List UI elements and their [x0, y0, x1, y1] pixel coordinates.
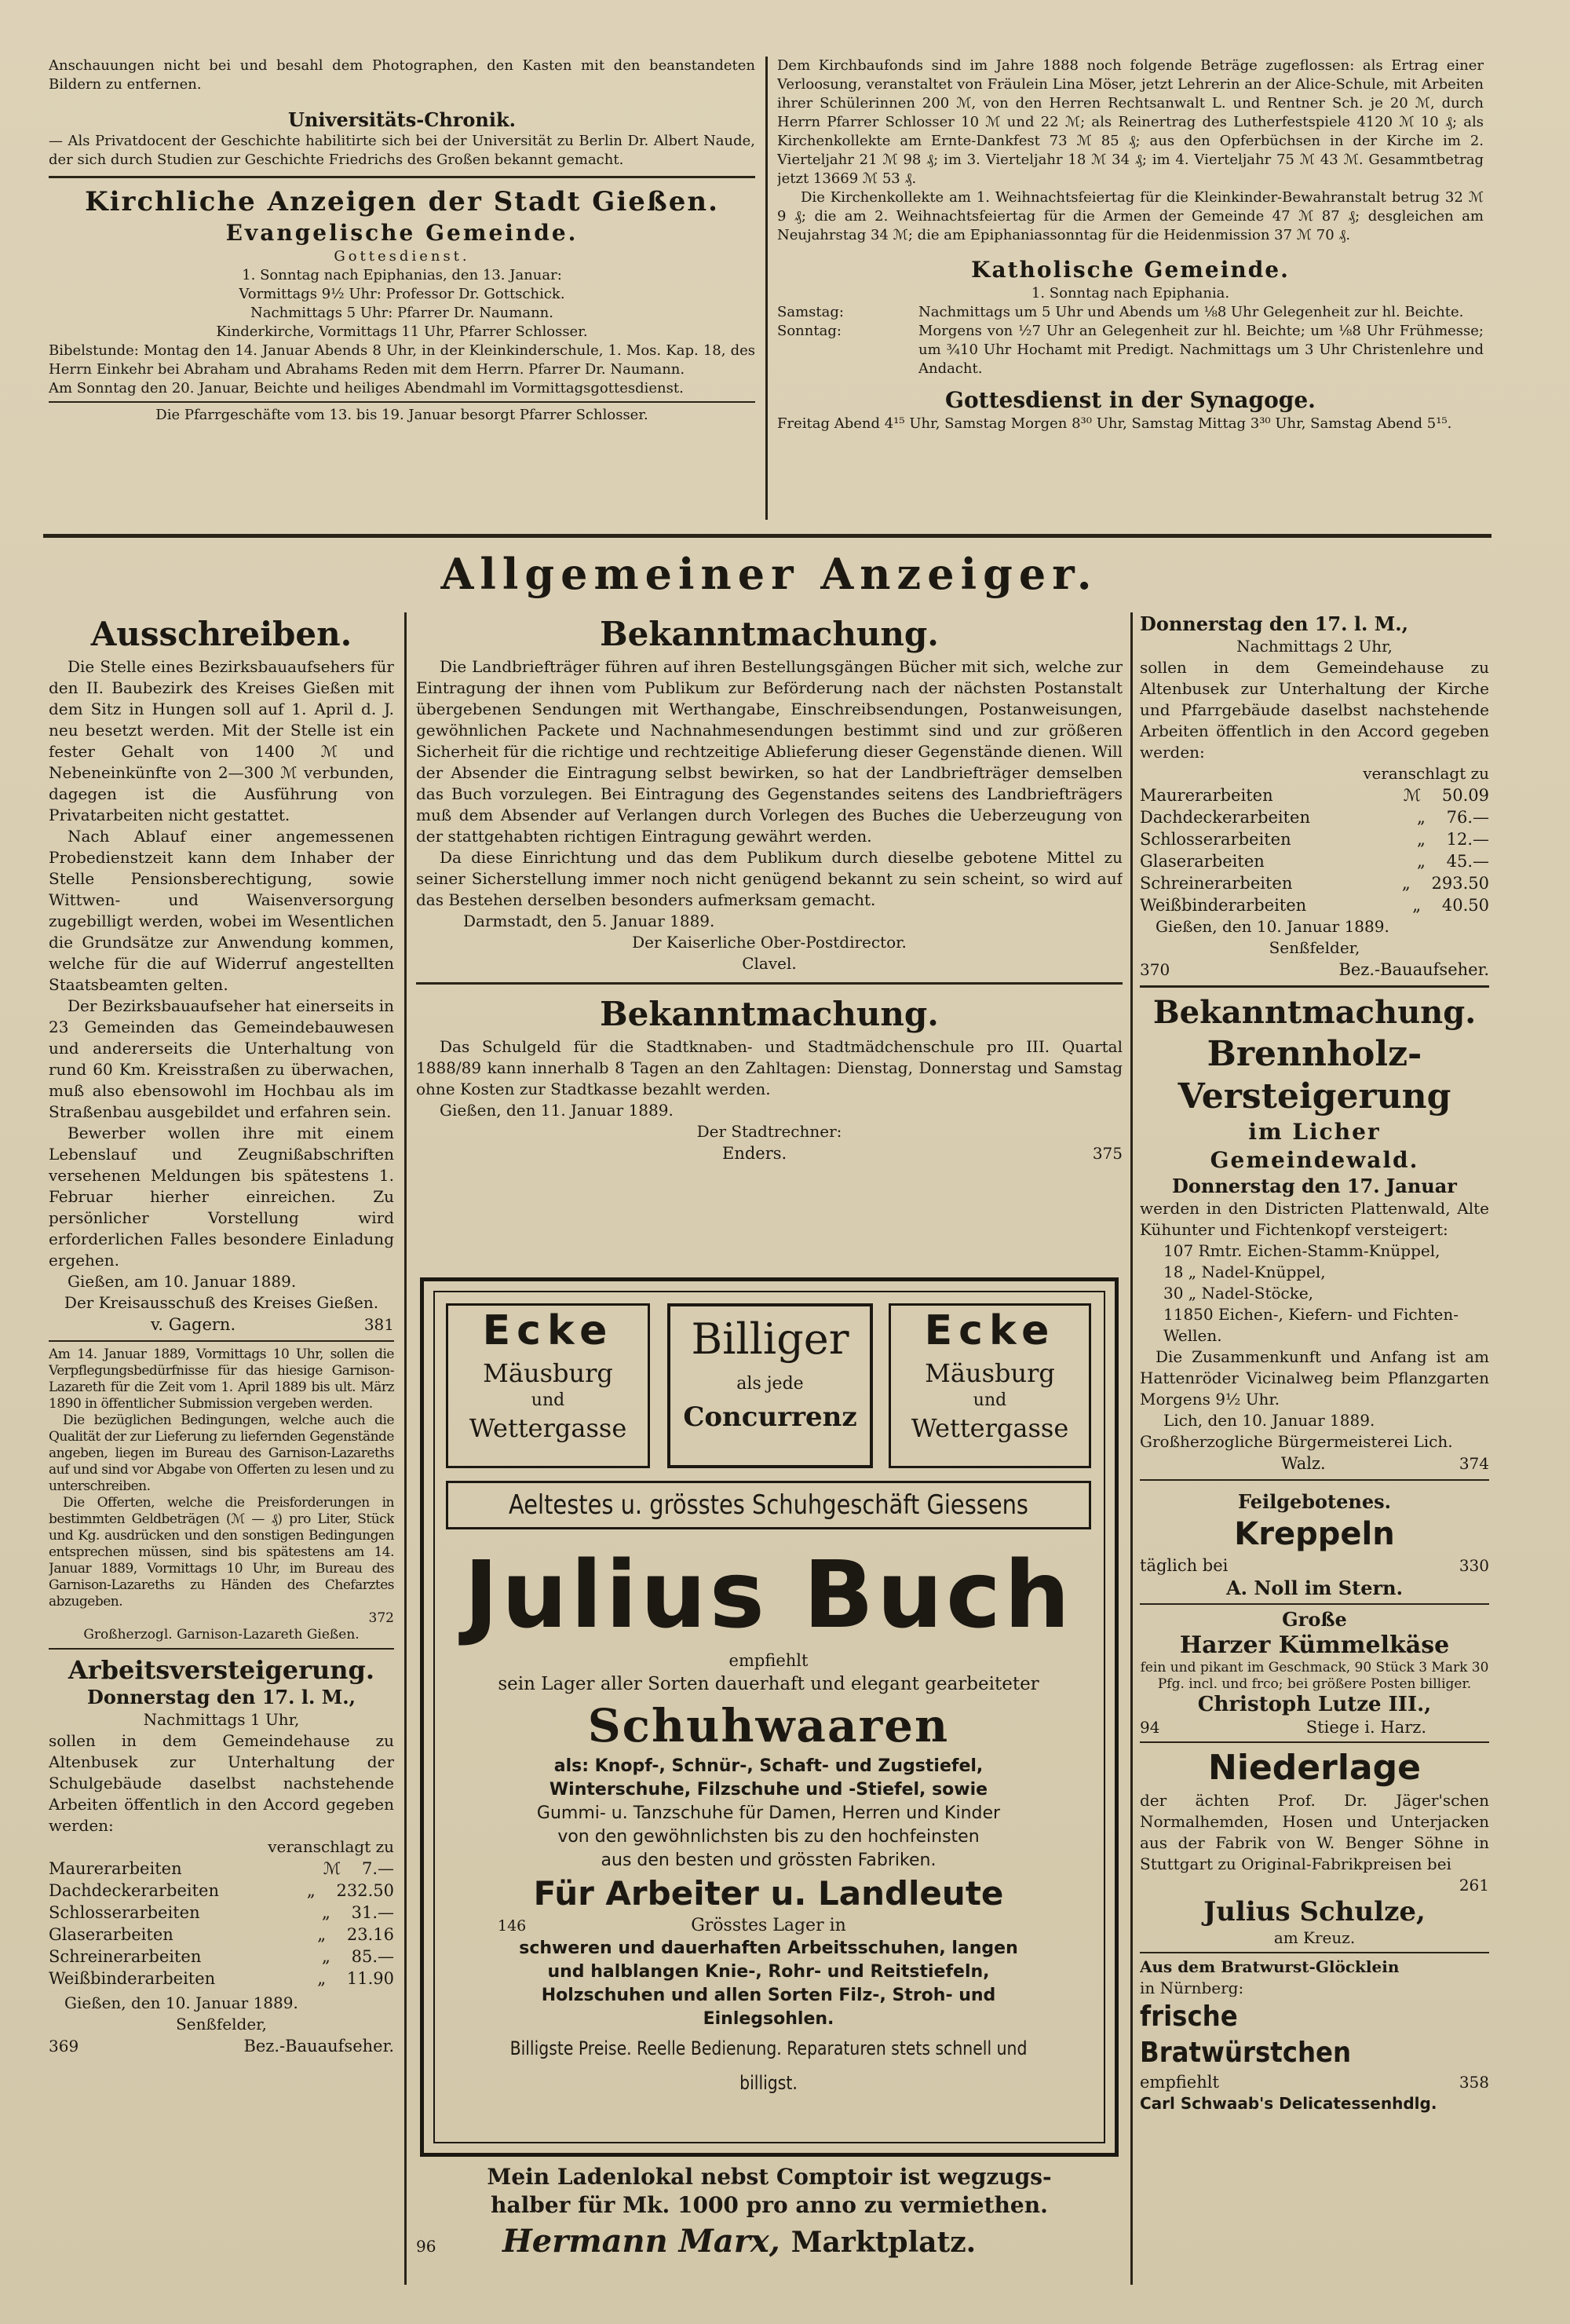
synagogue-text: Freitag Abend 4¹⁵ Uhr, Samstag Morgen 8³⁰ Uhr, Samstag Mittag 3³⁰ Uhr, Samstag Abend 5¹⁵. [777, 415, 1452, 432]
marx-number: 96 [416, 2237, 436, 2256]
cheaper-word: Billiger [691, 1314, 849, 1364]
thursday-number: 370 [1140, 960, 1170, 979]
types-line-3: Gummi- u. Tanzschuhe für Damen, Herren und Kinder [536, 1803, 1001, 1823]
cheese-text: fein und pikant im Geschmack, 90 Stück 3 Mark 30 Pfg. incl. und frco; bei größere Posten billiger. [1140, 1660, 1489, 1692]
thursday-time: Nachmittags 2 Uhr, [1236, 637, 1393, 656]
competition-word: Concurrenz [683, 1401, 857, 1433]
children-church: Kinderkirche, Vormittags 11 Uhr, Pfarrer Schlosser. [216, 323, 588, 340]
firewood-date: Donnerstag den 17. Januar [1172, 1175, 1457, 1197]
university-chronicle-title: Universitäts-Chronik. [288, 108, 516, 131]
types-line-5: aus den besten und grössten Fabriken. [601, 1851, 937, 1870]
cheese-place: Stiege i. Harz. [1305, 1718, 1426, 1737]
section-divider [43, 534, 1492, 538]
list-item: Weißbinderarbeiten „ 40.50 [1140, 896, 1489, 915]
oldest-store-text: Aeltestes u. grösstes Schuhgeschäft Giessens [509, 1489, 1028, 1521]
tender-name: v. Gagern. [151, 1315, 236, 1334]
kreppeln-number: 330 [1459, 1556, 1489, 1575]
work-auction-title: Arbeitsversteigerung. [68, 1655, 375, 1685]
list-item: Maurerarbeiten ℳ 50.09 [1140, 786, 1489, 805]
list-item: Maurerarbeiten ℳ 7.— [49, 1859, 394, 1878]
catholic-title: Katholische Gemeinde. [971, 257, 1290, 283]
masthead-title: Allgemeiner Anzeiger. [440, 549, 1098, 599]
cheese-title-1: Große [1282, 1608, 1347, 1631]
thursday-footer [1140, 959, 1489, 981]
divider [416, 982, 1123, 985]
sausage-title: frische Bratwürstchen [1140, 2001, 1352, 2069]
cheese-title-2: Harzer Kümmelkäse [1179, 1632, 1450, 1659]
tender-date: Gießen, am 10. Januar 1889. [68, 1272, 297, 1291]
firewood-number: 374 [1459, 1454, 1489, 1473]
thursday-list [1140, 784, 1489, 916]
firewood-announcement: Bekanntmachung. [1152, 994, 1477, 1031]
masthead-block [47, 546, 1492, 608]
marx-line-1: Mein Ladenlokal nebst Comptoir ist wegzugs- [487, 2164, 1052, 2190]
depot-number: 261 [1459, 1876, 1489, 1895]
than-any: als jede [736, 1374, 804, 1394]
corner-word: Ecke [924, 1307, 1056, 1354]
bible-hour: Bibelstunde: Montag den 14. Januar Abends 8 Uhr, in der Kleinkinderschule, 1. Mos. Kap. 18, des Herrn Einkehr bei Abraham und Abrahams Reden mit dem Herrn. Pfarrer Dr. Naumann. [49, 342, 755, 378]
types-line-1: als: Knopf-, Schnür-, Schaft- und Zugstiefel, [553, 1756, 984, 1776]
advert-inner-frame [433, 1291, 1105, 2143]
sausage-line-2: in Nürnberg: [1140, 1979, 1244, 1997]
stock-line-1: schweren und dauerhaften Arbeitsschuhen, langen [519, 1938, 1018, 1958]
work-auction-name: Senßfelder, [176, 2015, 267, 2034]
announcement-1-title: Bekanntmachung. [600, 615, 939, 653]
largest-stock: Grösstes Lager in [691, 1916, 846, 1935]
oldest-store-box [446, 1481, 1091, 1529]
tender-name-row [49, 1314, 394, 1336]
cheese-footer [1140, 1716, 1489, 1738]
work-auction-role: Bez.-Bauaufseher. [243, 2037, 394, 2055]
tender-title: Ausschreiben. [90, 615, 352, 653]
list-item: Schreinerarbeiten „ 85.— [49, 1947, 394, 1966]
sausage-line-1: Aus dem Bratwurst-Glöcklein [1140, 1957, 1400, 1976]
shoe-store-advert [420, 1277, 1119, 2157]
corner-word: Ecke [482, 1307, 614, 1354]
garrison-text-1: Am 14. Januar 1889, Vormittags 10 Uhr, sollen die Verpflegungsbedürfnisse für das hiesige Garnison-Lazareth für die Zeit vom 1. April 1889 bis ult. März 1890 in öffentlicher Submission vergeben werden. [49, 1347, 394, 1412]
workers-heading: Für Arbeiter u. Landleute [533, 1874, 1004, 1913]
thursday-role: Bez.-Bauaufseher. [1338, 960, 1489, 979]
firewood-footer [1140, 1452, 1489, 1474]
announcement-1-text: Die Landbriefträger führen auf ihren Bestellungsgängen Bücher mit sich, welche zur Eintragung der ihnen vom Publikum zur Beförderung nach der nächsten Postanstalt übergebenen Sendungen mit Werthangabe, Einschreibsendungen, Postanweisungen, gewöhnlichen Packete und Nachnahmesendungen bestimmt sind und zur größeren Sicherheit für die richtige und rechtzeitige Ablieferung dieser Gegenstände dienen. Will der Absender die Eintragung selbst bewirken, so hat der Landbriefträger demselben das Buch vorzulegen. Bei Eintragung des Gegenstandes seitens des Landbriefträgers muß dem Absender auf Verlangen durch Vorlegen des Buches die Ueberzeugung von der stattgehabten richtigen Eintragung gewährt werden. [416, 657, 1123, 846]
saturday-label: Samstag: [777, 304, 844, 320]
announcement-2-number: 375 [1092, 1144, 1123, 1163]
firewood-place: Lich, den 10. Januar 1889. [1163, 1411, 1375, 1430]
cheese-number: 94 [1140, 1718, 1160, 1737]
work-auction-number: 369 [49, 2037, 79, 2055]
street-1: Mäusburg [925, 1358, 1055, 1388]
shoes-heading: Schuhwaaren [587, 1699, 950, 1752]
stock-line-2: und halblangen Knie-, Rohr- und Reitstiefeln, [547, 1962, 990, 1982]
firewood-list [1140, 1241, 1489, 1347]
announcement-2-title: Bekanntmachung. [600, 995, 939, 1033]
depot-title: Niederlage [1208, 1748, 1421, 1788]
work-auction-date: Donnerstag den 17. l. M., [87, 1686, 356, 1708]
street-1: Mäusburg [483, 1358, 613, 1388]
kreppeln-title: Kreppeln [1234, 1516, 1395, 1552]
announcement-1-name: Clavel. [742, 954, 797, 973]
sausage-number: 358 [1459, 2073, 1489, 2092]
intro-text: Anschauungen nicht bei und besahl dem Photographen, den Kasten mit den beanstandeten Bildern zu entfernen. [49, 57, 755, 93]
marx-line-2: halber für Mk. 1000 pro anno zu vermiethen. [491, 2192, 1048, 2218]
thursday-date: Gießen, den 10. Januar 1889. [1156, 917, 1389, 936]
stock-line: sein Lager aller Sorten dauerhaft und elegant gearbeiteter [498, 1674, 1039, 1694]
thursday-name: Senßfelder, [1269, 938, 1360, 957]
depot-name: Julius Schulze, [1203, 1896, 1426, 1928]
saturday-text: Nachmittags um 5 Uhr und Abends um ⅛8 Uhr Gelegenheit zur hl. Beichte. [918, 304, 1464, 320]
saturday-row [777, 303, 1484, 322]
types-line-4: von den gewöhnlichsten bis zu den hochfeinsten [557, 1827, 980, 1847]
recommends: empfiehlt [728, 1651, 809, 1670]
announcement-2-text: Das Schulgeld für die Stadtknaben- und Stadtmädchenschule pro III. Quartal 1888/89 kann innerhalb 8 Tagen an den Zahltagen: Dienstag, Donnerstag und Samstag ohne Kosten zur Stadtkasse bezahlt werden. [416, 1037, 1123, 1098]
kreppeln-name: A. Noll im Stern. [1226, 1577, 1403, 1599]
column-3 [1140, 612, 1489, 2293]
university-chronicle-text: — Als Privatdocent der Geschichte habilitirte sich bei der Universität zu Berlin Dr. Albert Naude, der sich durch Studien zur Geschichte Friedrichs des Großen bekannt gemacht. [49, 133, 755, 168]
tender-number: 381 [363, 1315, 394, 1334]
work-auction-text: sollen in dem Gemeindehause zu Altenbusek zur Unterhaltung der Schulgebäude daselbst nachstehende Arbeiten öffentlich in den Accord gegeben werden: [49, 1731, 394, 1835]
tender-text-2: Nach Ablauf einer angemessenen Probedienstzeit kann dem Inhaber der Stelle Pensionsberechtigung, sowie Wittwen- und Waisenversorgung zugebilligt werden, wobei im Wesentlichen die Grundsätze zur Anwendung kommen, welche für die auf Widerruf angestellten Staatsbeamten gelten. [49, 827, 394, 994]
divider [1140, 985, 1489, 988]
church-notices-title: Kirchliche Anzeigen der Stadt Gießen. [85, 186, 719, 217]
divider [1140, 1479, 1489, 1481]
store-name: Julius Buch [463, 1540, 1074, 1649]
firewood-subtitle: im Licher Gemeindewald. [1210, 1119, 1419, 1173]
firewood-text: werden in den Districten Plattenwald, Alte Kühunter und Fichtenkopf versteigert: [1140, 1199, 1489, 1239]
list-item: 18 „ Nadel-Knüppel, [1163, 1262, 1326, 1281]
tender-text-4: Bewerber wollen ihre mit einem Lebenslauf und Zeugnißabschriften versehenen Meldungen bis spätestens 1. Februar hierher einreichen. Zu persönlicher Vorstellung wird erforderlichen Falles besondere Einladung ergehen. [49, 1124, 394, 1270]
work-auction-time: Nachmittags 1 Uhr, [143, 1710, 300, 1729]
marx-place: Marktplatz. [790, 2226, 977, 2259]
evangelical-title: Evangelische Gemeinde. [225, 220, 579, 246]
church-building-fund: Dem Kirchbaufonds sind im Jahre 1888 noch folgende Beträge zugeflossen: als Ertrag einer Verloosung, veranstaltet von Fräulein Lina Möser, jetzt Lehrerin an der Alice-Schule, mit Arbeiten ihrer Schülerinnen 200 ℳ, von den Herren Rechtsanwalt L. und Rentner Sch. je 20 ℳ, durch Herrn Pfarrer Schlosser 10 ℳ und 22 ℳ; als Reinertrag des Lutherfestspiele 4120 ℳ 10 ₰; als Kirchenkollekte am Ernte-Dankfest 73 ℳ 85 ₰; aus den Opferbüchsen in der Kirche im 2. Vierteljahr 21 ℳ 98 ₰; im 3. Vierteljahr 18 ℳ 34 ₰; im 4. Vierteljahr 75 ℳ 43 ℳ. Gesammtbetrag jetzt 13669 ℳ 53 ₰. [777, 57, 1484, 187]
catholic-subtitle: 1. Sonntag nach Epiphania. [1031, 285, 1230, 301]
communion-notice: Am Sonntag den 20. Januar, Beichte und heiliges Abendmahl im Vormittagsgottesdienst. [49, 380, 684, 396]
divider [49, 1648, 394, 1650]
sunday-label: Sonntag: [777, 323, 842, 339]
divider [1140, 1952, 1489, 1953]
sunday-text: Morgens von ½7 Uhr an Gelegenheit zur hl. Beichte; um ⅛8 Uhr Frühmesse; um ¾10 Uhr Hochamt mit Predigt. Nachmittags um 3 Uhr Christenlehre und Andacht. [918, 323, 1484, 377]
morning-service: Vormittags 9½ Uhr: Professor Dr. Gottschick. [239, 286, 565, 302]
sunday-row [777, 322, 1484, 378]
announcement-1-date: Darmstadt, den 5. Januar 1889. [463, 912, 715, 930]
column-divider-left [404, 612, 407, 2285]
advert-number: 146 [498, 1917, 527, 1935]
list-item: Schreinerarbeiten „ 293.50 [1140, 874, 1489, 893]
tender-text-3: Der Bezirksbauaufseher hat einerseits in 23 Gemeinden das Gemeindebauwesen und andererseits die Unterhaltung von rund 60 Km. Kreisstraßen zu überwachen, muß also ebensowohl im Hochbau als im Straßenbau ausgebildet und erfahren sein. [49, 996, 394, 1121]
types-line-2: Winterschuhe, Filzschuhe und -Stiefel, sowie [549, 1780, 988, 1800]
marx-name: Hermann Marx, [502, 2223, 780, 2260]
depot-text: der ächten Prof. Dr. Jäger'schen Normalhemden, Hosen und Unterjacken aus der Fabrik von W. Benger Söhne in Stuttgart zu Original-Fabrikpreisen bei [1140, 1791, 1489, 1873]
list-item: Dachdeckerarbeiten „ 76.— [1140, 808, 1489, 827]
sunday-line: 1. Sonntag nach Epiphanias, den 13. Januar: [242, 267, 562, 283]
kreppeln-text: täglich bei [1140, 1556, 1229, 1575]
kreppeln-row [1140, 1555, 1489, 1577]
announcement-2-footer [416, 1142, 1123, 1164]
thursday-title: Donnerstag den 17. l. M., [1140, 612, 1408, 635]
stock-line-4: Einlegsohlen. [703, 2009, 834, 2029]
garrison-text-3: Die Offerten, welche die Preisforderungen in bestimmten Geldbeträgen (ℳ — ₰) pro Liter, Stück und Kg. ausdrücken und den sonstigen Bedingungen entsprechen müssen, sind bis spätestens am 14. Januar 1889, Vormittags 10 Uhr, im Bureau des Garnison-Lazareths zu Händen des Chefarztes abzugeben. [49, 1495, 394, 1610]
divider [1140, 1603, 1489, 1605]
column-divider-right [1130, 612, 1133, 2285]
largest-stock-line [435, 1915, 1102, 1937]
thursday-header: veranschlagt zu [1363, 764, 1489, 783]
list-item: Glaserarbeiten „ 45.— [1140, 852, 1489, 871]
corner-box-right [889, 1303, 1091, 1468]
street-2: Wettergasse [469, 1413, 627, 1443]
column-1 [49, 612, 394, 2293]
marx-footer [416, 2220, 1123, 2264]
service-heading: Gottesdienst. [334, 248, 470, 265]
list-item: 11850 Eichen-, Kiefern- und Fichten-Wellen. [1163, 1305, 1459, 1345]
garrison-text-2: Die bezüglichen Bedingungen, welche auch die Qualität der zur Lieferung zu liefernden Gegenstände angeben, liegen im Bureau des Garnison-Lazareths auf und sind vor Abgabe von Offerten zu lesen und zu unterschreiben. [49, 1412, 394, 1494]
sausage-name: Carl Schwaab's Delicatessenhdlg. [1140, 2094, 1437, 2113]
synagogue-title: Gottesdienst in der Synagoge. [945, 387, 1316, 413]
divider [49, 176, 755, 178]
announcement-1-text-2: Da diese Einrichtung und das dem Publikum durch dieselbe gebotene Mittel zu seiner Sicherstellung immer noch nicht genügend bekannt zu sein scheint, so wird auf das Bestehen derselben besonders aufmerksam gemacht. [416, 848, 1123, 909]
thursday-text: sollen in dem Gemeindehause zu Altenbusek zur Unterhaltung der Kirche und Pfarrgebäude daselbst nachstehende Arbeiten öffentlich in den Accord gegeben werden: [1140, 658, 1489, 762]
cheaper-box [667, 1303, 873, 1468]
firewood-signatory: Großherzogliche Bürgermeisterei Lich. [1140, 1432, 1453, 1451]
column-2-top [416, 612, 1123, 1272]
announcement-1-signatory: Der Kaiserliche Ober-Postdirector. [632, 933, 907, 952]
divider [49, 401, 755, 403]
garrison-number: 372 [368, 1610, 394, 1626]
work-auction-list [49, 1858, 394, 1990]
and-word: und [531, 1390, 565, 1410]
announcement-2-date: Gießen, den 11. Januar 1889. [440, 1101, 674, 1120]
garrison-signatory: Großherzogl. Garnison-Lazareth Gießen. [83, 1627, 360, 1643]
for-sale-title: Feilgebotenes. [1237, 1490, 1391, 1513]
work-auction-place: Gießen, den 10. Januar 1889. [64, 1993, 298, 2012]
advert-body [435, 1540, 1102, 2100]
announcement-2-name: Enders. [722, 1144, 787, 1163]
list-item: Schlosserarbeiten „ 12.— [1140, 830, 1489, 849]
list-item: Dachdeckerarbeiten „ 232.50 [49, 1881, 394, 1900]
firewood-title-2: Versteigerung [1178, 1076, 1451, 1116]
church-collection: Die Kirchenkollekte am 1. Weihnachtsfeiertag für die Kleinkinder-Bewahranstalt betrug 32 ℳ 9 ₰; die am 2. Weihnachtsfeiertag für die Armen der Gemeinde 47 ℳ 87 ₰; desgleichen am Neujahrstag 34 ℳ; die am Epiphaniassonntag für die Heidenmission 37 ℳ 70 ₰. [777, 189, 1484, 243]
stock-line-3: Holzschuhen und allen Sorten Filz-, Stroh- und [541, 1986, 996, 2005]
firewood-name: Walz. [1281, 1454, 1326, 1473]
list-item: Weißbinderarbeiten „ 11.90 [49, 1969, 394, 1988]
divider [1140, 1741, 1489, 1743]
firewood-meeting: Die Zusammenkunft und Anfang ist am Hattenröder Vicinalweg beim Pflanzgarten Morgens 9½ Uhr. [1140, 1347, 1489, 1409]
cheese-name: Christoph Lutze III., [1197, 1693, 1432, 1716]
depot-place: am Kreuz. [1273, 1928, 1356, 1947]
top-left-column [49, 57, 755, 528]
list-item: Glaserarbeiten „ 23.16 [49, 1925, 394, 1944]
street-2: Wettergasse [911, 1413, 1069, 1443]
sausage-recommends: empfiehlt [1140, 2073, 1219, 2092]
work-auction-header: veranschlagt zu [268, 1837, 394, 1856]
list-item: Schlosserarbeiten „ 31.— [49, 1903, 394, 1922]
marx-advert [416, 2163, 1123, 2281]
list-item: 30 „ Nadel-Stöcke, [1163, 1284, 1314, 1303]
tender-signatory: Der Kreisausschuß des Kreises Gießen. [64, 1293, 379, 1312]
list-item: 107 Rmtr. Eichen-Stamm-Knüppel, [1163, 1241, 1440, 1260]
work-auction-footer [49, 2035, 394, 2057]
top-right-column [777, 57, 1484, 528]
sausage-row [1140, 2071, 1489, 2093]
and-word: und [973, 1390, 1007, 1410]
tender-text-1: Die Stelle eines Bezirksbauaufsehers für den II. Baubezirk des Kreises Gießen mit dem Sitz in Hungen soll auf 1. April d. J. neu besetzt werden. Mit der Stelle ist ein fester Gehalt von 1400 ℳ und Nebeneinkünfte von 2—300 ℳ verbunden, dagegen ist die Ausführung von Privatarbeiten nicht gestattet. [49, 657, 394, 824]
column-divider [765, 57, 768, 520]
firewood-title-1: Brennholz- [1207, 1034, 1422, 1074]
announcement-2-signatory: Der Stadtrechner: [696, 1122, 842, 1141]
corner-box-left [446, 1303, 650, 1468]
advert-footer: Billigste Preise. Reelle Bedienung. Reparaturen stets schnell und billigst. [509, 2037, 1028, 2094]
pastoral-duties: Die Pfarrgeschäfte vom 13. bis 19. Januar besorgt Pfarrer Schlosser. [155, 407, 648, 423]
divider [49, 1340, 394, 1342]
afternoon-service: Nachmittags 5 Uhr: Pfarrer Dr. Naumann. [250, 305, 553, 321]
